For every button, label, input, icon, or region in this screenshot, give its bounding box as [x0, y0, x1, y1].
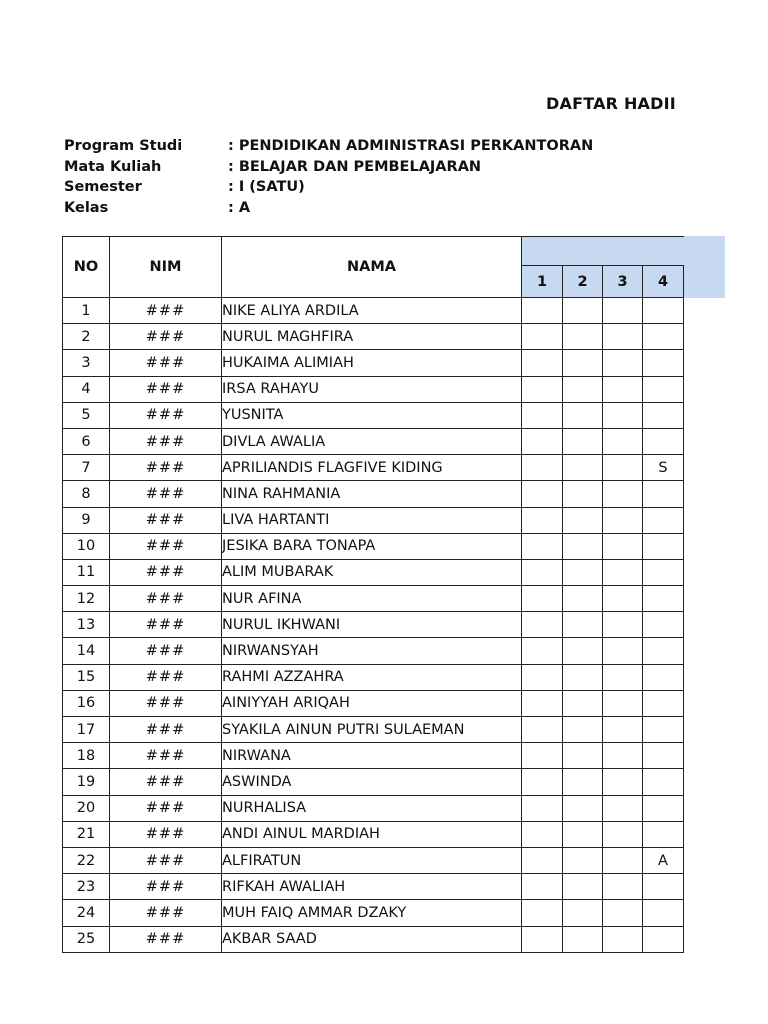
- cell-meeting-3: [603, 324, 643, 350]
- cell-meeting-1: [522, 717, 563, 743]
- cell-meeting-2: [563, 376, 603, 402]
- column-header-meeting-3: 3: [603, 266, 643, 298]
- cell-nama: NURUL MAGHFIRA: [222, 324, 522, 350]
- column-header-meeting-2: 2: [563, 266, 603, 298]
- cell-meeting-4: [643, 350, 684, 376]
- cell-meeting-1: [522, 428, 563, 454]
- column-header-meeting-1: 1: [522, 266, 563, 298]
- cell-meeting-2: [563, 769, 603, 795]
- cell-meeting-2: [563, 743, 603, 769]
- cell-nama: ASWINDA: [222, 769, 522, 795]
- cell-meeting-1: [522, 638, 563, 664]
- cell-meeting-4: [643, 664, 684, 690]
- meeting-group-header: [522, 237, 684, 266]
- table-row: [63, 324, 684, 350]
- cell-meeting-1: [522, 612, 563, 638]
- cell-meeting-3: [603, 533, 643, 559]
- cell-no: 25: [63, 926, 110, 952]
- table-row: [63, 612, 684, 638]
- cell-nim: ###: [110, 664, 222, 690]
- cell-meeting-2: [563, 638, 603, 664]
- cell-meeting-1: [522, 298, 563, 324]
- cell-no: 1: [63, 298, 110, 324]
- cell-meeting-1: [522, 455, 563, 481]
- cell-nama: ANDI AINUL MARDIAH: [222, 821, 522, 847]
- cell-nim: ###: [110, 717, 222, 743]
- cell-meeting-4: [643, 717, 684, 743]
- cell-no: 17: [63, 717, 110, 743]
- info-label: Program Studi: [64, 138, 183, 154]
- cell-nim: ###: [110, 690, 222, 716]
- cell-no: 20: [63, 795, 110, 821]
- cell-nama: NURUL IKHWANI: [222, 612, 522, 638]
- cell-meeting-1: [522, 769, 563, 795]
- info-value: : PENDIDIKAN ADMINISTRASI PERKANTORAN: [228, 138, 594, 154]
- cell-nim: ###: [110, 481, 222, 507]
- cell-meeting-2: [563, 402, 603, 428]
- cell-meeting-1: [522, 481, 563, 507]
- cell-no: 19: [63, 769, 110, 795]
- table-row: [63, 690, 684, 716]
- cell-meeting-4: [643, 507, 684, 533]
- cell-nama: JESIKA BARA TONAPA: [222, 533, 522, 559]
- cell-nim: ###: [110, 428, 222, 454]
- cell-nim: ###: [110, 402, 222, 428]
- attendance-table: [62, 236, 684, 953]
- cell-nama: NIRWANSYAH: [222, 638, 522, 664]
- cell-meeting-2: [563, 533, 603, 559]
- cell-nama: RIFKAH AWALIAH: [222, 874, 522, 900]
- cell-nim: ###: [110, 847, 222, 873]
- cell-meeting-2: [563, 612, 603, 638]
- cell-nim: ###: [110, 586, 222, 612]
- column-header-no: NO: [63, 237, 110, 298]
- table-row: [63, 507, 684, 533]
- table-row: [63, 769, 684, 795]
- cell-no: 2: [63, 324, 110, 350]
- cell-nama: RAHMI AZZAHRA: [222, 664, 522, 690]
- cell-meeting-2: [563, 821, 603, 847]
- cell-nim: ###: [110, 455, 222, 481]
- cell-meeting-3: [603, 717, 643, 743]
- cell-meeting-4: [643, 769, 684, 795]
- cell-meeting-4: [643, 821, 684, 847]
- cell-meeting-3: [603, 900, 643, 926]
- cell-meeting-1: [522, 376, 563, 402]
- cell-meeting-4: [643, 428, 684, 454]
- cell-no: 13: [63, 612, 110, 638]
- cell-nim: ###: [110, 821, 222, 847]
- table-row: [63, 481, 684, 507]
- table-row: [63, 533, 684, 559]
- table-header-row: [63, 237, 684, 266]
- cell-meeting-4: S: [643, 455, 684, 481]
- cell-meeting-3: [603, 638, 643, 664]
- cell-nama: LIVA HARTANTI: [222, 507, 522, 533]
- table-row: [63, 350, 684, 376]
- cell-no: 21: [63, 821, 110, 847]
- cell-no: 16: [63, 690, 110, 716]
- cell-meeting-1: [522, 402, 563, 428]
- cell-meeting-3: [603, 874, 643, 900]
- cell-no: 22: [63, 847, 110, 873]
- cell-no: 18: [63, 743, 110, 769]
- table-row: [63, 455, 684, 481]
- cell-nama: IRSA RAHAYU: [222, 376, 522, 402]
- cell-nim: ###: [110, 507, 222, 533]
- table-row: [63, 821, 684, 847]
- cell-nama: NIKE ALIYA ARDILA: [222, 298, 522, 324]
- cell-meeting-2: [563, 847, 603, 873]
- cell-meeting-3: [603, 847, 643, 873]
- cell-nim: ###: [110, 769, 222, 795]
- table-row: [63, 874, 684, 900]
- cell-nim: ###: [110, 795, 222, 821]
- cell-nim: ###: [110, 533, 222, 559]
- table-body: [63, 298, 684, 953]
- cell-meeting-1: [522, 847, 563, 873]
- cell-no: 4: [63, 376, 110, 402]
- cell-meeting-1: [522, 690, 563, 716]
- info-value: : I (SATU): [228, 179, 305, 196]
- cell-meeting-3: [603, 586, 643, 612]
- info-label: Kelas: [64, 200, 109, 217]
- cell-meeting-1: [522, 795, 563, 821]
- cell-meeting-3: [603, 690, 643, 716]
- cell-meeting-4: A: [643, 847, 684, 873]
- cell-nama: ALFIRATUN: [222, 847, 522, 873]
- cell-meeting-3: [603, 350, 643, 376]
- cell-meeting-2: [563, 874, 603, 900]
- table-row: [63, 559, 684, 585]
- cell-meeting-3: [603, 664, 643, 690]
- cell-meeting-3: [603, 926, 643, 952]
- cell-meeting-2: [563, 298, 603, 324]
- cell-meeting-4: [643, 926, 684, 952]
- table-row: [63, 298, 684, 324]
- cell-meeting-3: [603, 743, 643, 769]
- column-header-nim: NIM: [110, 237, 222, 298]
- cell-no: 6: [63, 428, 110, 454]
- page-title: DAFTAR HADII: [546, 94, 676, 113]
- table-row: [63, 664, 684, 690]
- cell-meeting-3: [603, 298, 643, 324]
- info-value: : A: [228, 200, 251, 217]
- cell-no: 23: [63, 874, 110, 900]
- table-row: [63, 428, 684, 454]
- cell-nim: ###: [110, 376, 222, 402]
- cell-meeting-3: [603, 507, 643, 533]
- cell-meeting-1: [522, 533, 563, 559]
- cell-meeting-3: [603, 376, 643, 402]
- cell-meeting-2: [563, 717, 603, 743]
- cell-nama: ALIM MUBARAK: [222, 559, 522, 585]
- table-row: [63, 717, 684, 743]
- cell-nama: NIRWANA: [222, 743, 522, 769]
- cell-meeting-3: [603, 795, 643, 821]
- cell-nama: NURHALISA: [222, 795, 522, 821]
- cell-meeting-2: [563, 350, 603, 376]
- cell-nama: AINIYYAH ARIQAH: [222, 690, 522, 716]
- table-row: [63, 900, 684, 926]
- cell-meeting-4: [643, 481, 684, 507]
- cell-meeting-4: [643, 533, 684, 559]
- table-row: [63, 376, 684, 402]
- cell-nim: ###: [110, 743, 222, 769]
- cell-meeting-1: [522, 664, 563, 690]
- cell-meeting-4: [643, 900, 684, 926]
- info-label: Semester: [64, 179, 142, 196]
- cell-meeting-2: [563, 324, 603, 350]
- cell-nama: SYAKILA AINUN PUTRI SULAEMAN: [222, 717, 522, 743]
- cell-meeting-2: [563, 559, 603, 585]
- cell-meeting-4: [643, 559, 684, 585]
- cell-meeting-1: [522, 874, 563, 900]
- cell-meeting-1: [522, 507, 563, 533]
- cell-meeting-2: [563, 428, 603, 454]
- table-row: [63, 402, 684, 428]
- cell-meeting-2: [563, 795, 603, 821]
- cell-meeting-1: [522, 586, 563, 612]
- cell-no: 15: [63, 664, 110, 690]
- cell-nim: ###: [110, 559, 222, 585]
- cell-no: 12: [63, 586, 110, 612]
- cell-no: 11: [63, 559, 110, 585]
- cell-no: 3: [63, 350, 110, 376]
- cell-no: 8: [63, 481, 110, 507]
- cell-nama: YUSNITA: [222, 402, 522, 428]
- cell-nama: AKBAR SAAD: [222, 926, 522, 952]
- table-row: [63, 847, 684, 873]
- cell-meeting-4: [643, 324, 684, 350]
- table-row: [63, 795, 684, 821]
- cell-no: 14: [63, 638, 110, 664]
- table-row: [63, 743, 684, 769]
- cell-meeting-1: [522, 350, 563, 376]
- table-row: [63, 638, 684, 664]
- cell-meeting-2: [563, 481, 603, 507]
- cell-meeting-1: [522, 743, 563, 769]
- cell-no: 9: [63, 507, 110, 533]
- cell-meeting-2: [563, 664, 603, 690]
- cell-nim: ###: [110, 612, 222, 638]
- cell-meeting-4: [643, 638, 684, 664]
- cell-nim: ###: [110, 638, 222, 664]
- table-row: [63, 586, 684, 612]
- cell-meeting-4: [643, 690, 684, 716]
- cell-meeting-3: [603, 821, 643, 847]
- cell-meeting-3: [603, 455, 643, 481]
- cell-nim: ###: [110, 926, 222, 952]
- cell-no: 7: [63, 455, 110, 481]
- cell-meeting-4: [643, 298, 684, 324]
- cell-meeting-4: [643, 612, 684, 638]
- cell-meeting-1: [522, 926, 563, 952]
- cell-meeting-2: [563, 507, 603, 533]
- cell-nama: HUKAIMA ALIMIAH: [222, 350, 522, 376]
- cell-nama: NUR AFINA: [222, 586, 522, 612]
- cell-nim: ###: [110, 900, 222, 926]
- cell-no: 10: [63, 533, 110, 559]
- cell-meeting-2: [563, 455, 603, 481]
- cell-nama: DIVLA AWALIA: [222, 428, 522, 454]
- cell-meeting-3: [603, 612, 643, 638]
- cell-meeting-2: [563, 900, 603, 926]
- column-header-meeting-4: 4: [643, 266, 684, 298]
- cell-meeting-2: [563, 690, 603, 716]
- cell-meeting-1: [522, 559, 563, 585]
- cell-nama: MUH FAIQ AMMAR DZAKY: [222, 900, 522, 926]
- cell-meeting-1: [522, 821, 563, 847]
- cell-nama: APRILIANDIS FLAGFIVE KIDING: [222, 455, 522, 481]
- table-row: [63, 926, 684, 952]
- cell-meeting-3: [603, 769, 643, 795]
- cell-nama: NINA RAHMANIA: [222, 481, 522, 507]
- cell-meeting-4: [643, 743, 684, 769]
- cell-meeting-3: [603, 559, 643, 585]
- cell-nim: ###: [110, 350, 222, 376]
- cell-meeting-1: [522, 900, 563, 926]
- cell-nim: ###: [110, 298, 222, 324]
- cell-meeting-4: [643, 586, 684, 612]
- cell-meeting-1: [522, 324, 563, 350]
- info-value: : BELAJAR DAN PEMBELAJARAN: [228, 158, 482, 175]
- cell-meeting-2: [563, 586, 603, 612]
- cell-meeting-3: [603, 428, 643, 454]
- column-header-nama: NAMA: [222, 237, 522, 298]
- cell-nim: ###: [110, 874, 222, 900]
- cell-no: 5: [63, 402, 110, 428]
- cell-meeting-4: [643, 376, 684, 402]
- cell-nim: ###: [110, 324, 222, 350]
- cell-meeting-4: [643, 874, 684, 900]
- cell-meeting-3: [603, 402, 643, 428]
- cell-meeting-4: [643, 402, 684, 428]
- cell-meeting-4: [643, 795, 684, 821]
- info-label: Mata Kuliah: [64, 158, 162, 175]
- cell-no: 24: [63, 900, 110, 926]
- cell-meeting-2: [563, 926, 603, 952]
- cell-meeting-3: [603, 481, 643, 507]
